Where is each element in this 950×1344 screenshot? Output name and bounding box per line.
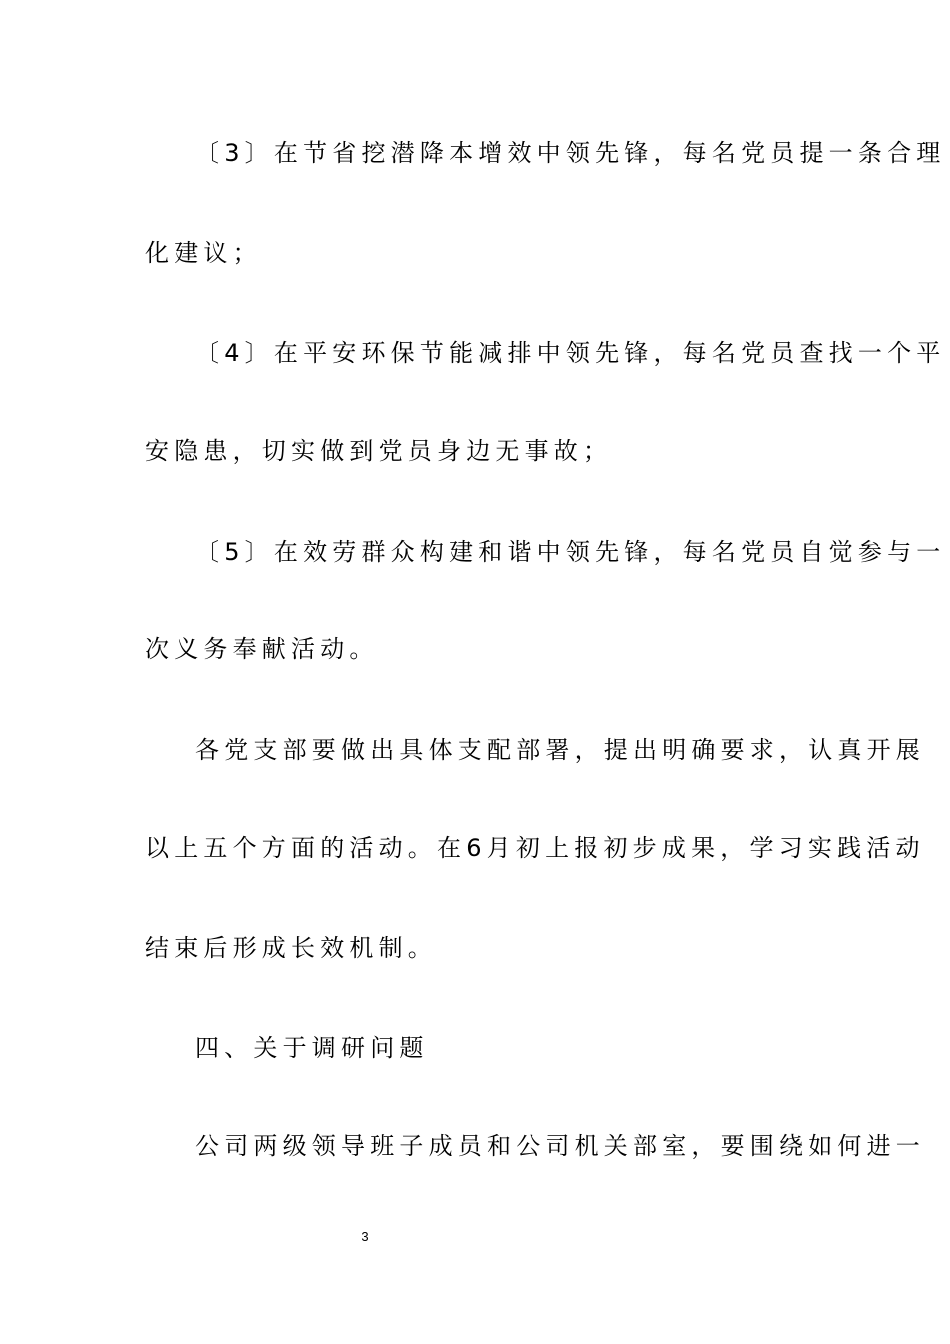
- text-line: 次义务奉献活动。: [145, 635, 379, 663]
- section-heading: 四、关于调研问题: [195, 1034, 429, 1062]
- text-line: 〔3〕在节省挖潜降本增效中领先锋，每名党员提一条合理: [195, 139, 946, 167]
- page-number: 3: [361, 1229, 369, 1244]
- text-line: 〔5〕在效劳群众构建和谐中领先锋，每名党员自觉参与一: [195, 538, 946, 566]
- text-line: 结束后形成长效机制。: [145, 934, 437, 962]
- text-line: 公司两级领导班子成员和公司机关部室，要围绕如何进一: [195, 1132, 925, 1160]
- text-line: 以上五个方面的活动。在6月初上报初步成果，学习实践活动: [145, 834, 925, 862]
- text-line: 各党支部要做出具体支配部署，提出明确要求，认真开展: [195, 736, 925, 764]
- text-line: 化建议；: [145, 239, 262, 267]
- text-line: 〔4〕在平安环保节能减排中领先锋，每名党员查找一个平: [195, 339, 946, 367]
- text-line: 安隐患，切实做到党员身边无事故；: [145, 437, 613, 465]
